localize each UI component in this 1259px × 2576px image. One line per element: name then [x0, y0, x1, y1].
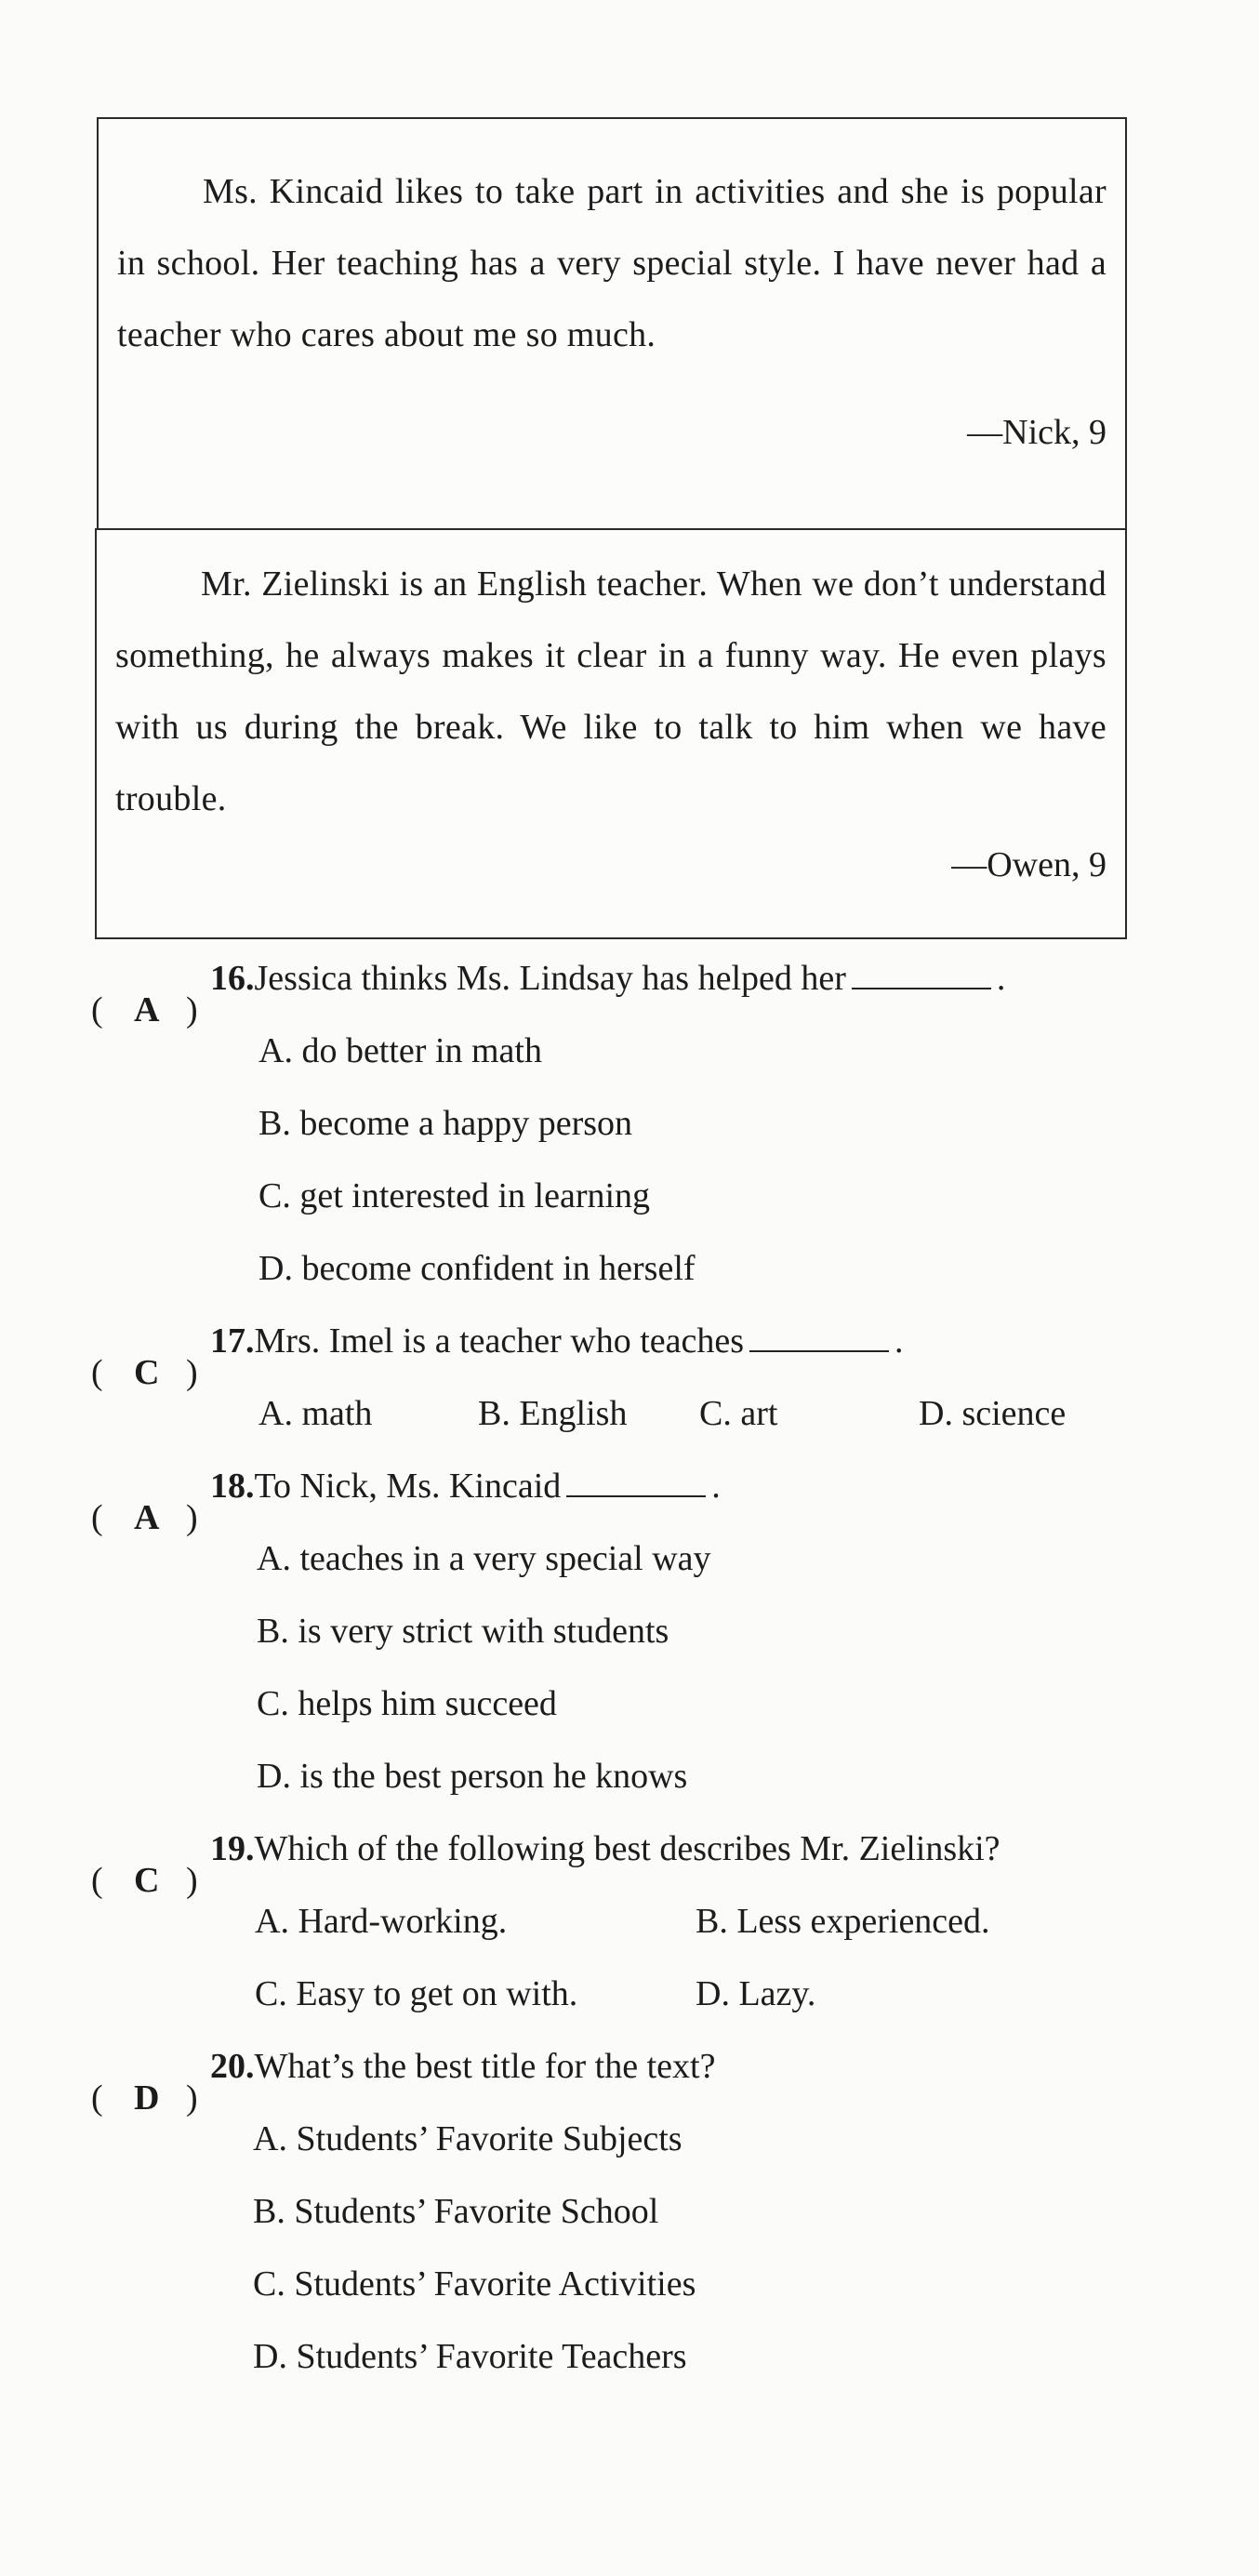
answer: C [134, 1861, 160, 1900]
option-c: C. helps him succeed [257, 1684, 557, 1723]
answer: D [134, 2078, 160, 2118]
passage-text: Mr. Zielinski is an English teacher. When we don’t understand something, he always makes it clear in a funny way. He even plays with us during the break. We like to talk to him when we have trouble. [115, 564, 1107, 818]
option-a: A. Hard-working. [255, 1902, 508, 1941]
question-stem: Mrs. Imel is a teacher who teaches [254, 1321, 745, 1361]
option-b: B. English [478, 1394, 628, 1433]
passage-box-nick [97, 117, 1127, 530]
question-number: 20. [210, 2047, 255, 2086]
question-stem: Jessica thinks Ms. Lindsay has helped her [254, 959, 846, 998]
option-c: C. art [699, 1394, 778, 1433]
answer: A [134, 1498, 160, 1537]
question-number: 19. [210, 1829, 255, 1868]
answer: A [134, 990, 160, 1029]
question-number: 16. [210, 959, 255, 998]
question-stem: To Nick, Ms. Kincaid [254, 1467, 562, 1506]
option-d: D. become confident in herself [258, 1249, 696, 1288]
option-c: C. Easy to get on with. [255, 1974, 578, 2013]
option-b: B. is very strict with students [257, 1612, 669, 1651]
option-d: D. is the best person he knows [257, 1757, 688, 1796]
passage-signature: —Nick, 9 [967, 413, 1107, 452]
question-18: ( A ) 18.To Nick, Ms. Kincaid . [91, 1467, 721, 1537]
option-b: B. become a happy person [258, 1104, 633, 1143]
passage-text: Ms. Kincaid likes to take part in activities and she is popular in school. Her teaching has a very special style. I have never had a teacher who cares about me so much. [117, 172, 1107, 354]
answer-blank [566, 1467, 706, 1497]
option-d: D. science [919, 1394, 1067, 1433]
question-20: ( D ) 20.What’s the best title for the text? [91, 2047, 716, 2118]
option-c: C. get interested in learning [258, 1176, 651, 1215]
question-17: ( C ) 17.Mrs. Imel is a teacher who teaches . [91, 1321, 904, 1392]
option-d: D. Students’ Favorite Teachers [253, 2337, 687, 2376]
question-16: ( A ) 16.Jessica thinks Ms. Lindsay has helped her . [91, 959, 1006, 1029]
option-b: B. Students’ Favorite School [253, 2192, 659, 2231]
question-19: ( C ) 19.Which of the following best describes Mr. Zielinski? [91, 1829, 1001, 1900]
option-a: A. Students’ Favorite Subjects [253, 2119, 683, 2158]
question-number: 17. [210, 1321, 255, 1361]
option-a: A. math [258, 1394, 373, 1433]
passage-signature: —Owen, 9 [951, 845, 1107, 884]
question-stem: What’s the best title for the text? [254, 2047, 716, 2086]
option-a: A. teaches in a very special way [257, 1539, 711, 1578]
answer: C [134, 1353, 160, 1392]
question-number: 18. [210, 1467, 255, 1506]
answer-blank [749, 1322, 889, 1352]
option-c: C. Students’ Favorite Activities [253, 2264, 696, 2304]
answer-blank [852, 960, 991, 989]
option-d: D. Lazy. [696, 1974, 816, 2013]
question-stem: Which of the following best describes Mr. Zielinski? [254, 1829, 1001, 1868]
passage-box-owen [95, 528, 1127, 939]
option-b: B. Less experienced. [696, 1902, 990, 1941]
option-a: A. do better in math [258, 1031, 542, 1070]
